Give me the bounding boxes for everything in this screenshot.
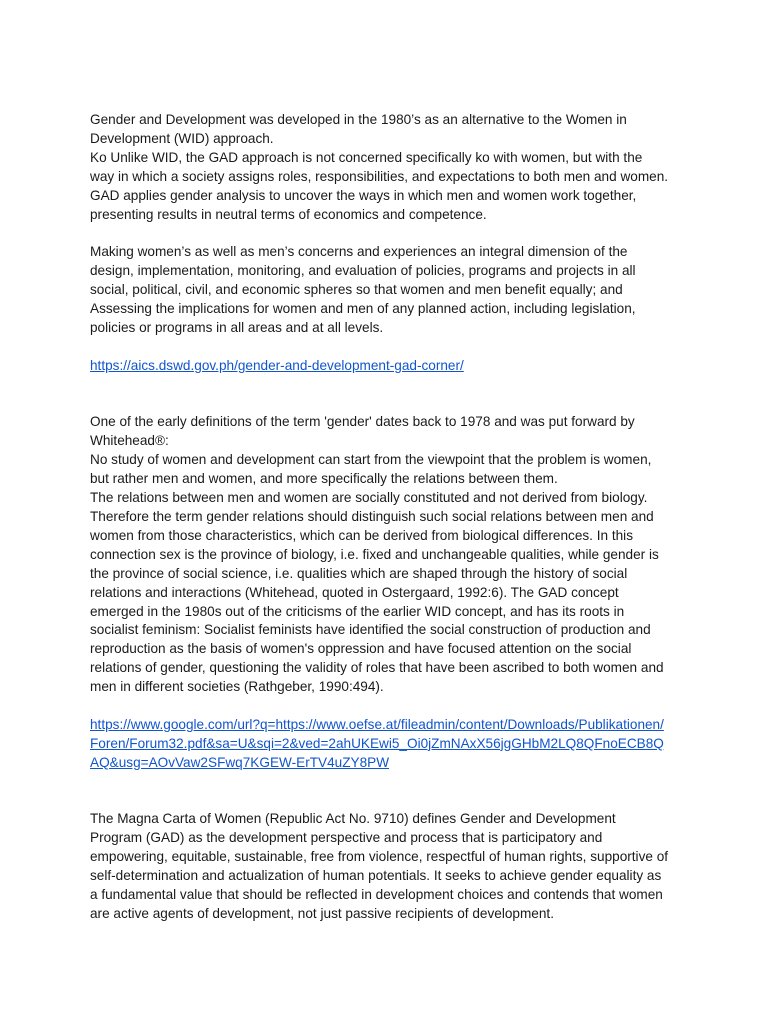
text-line: self-determination and actualization of human potentials. It seeks to achieve gender equality as	[90, 868, 662, 884]
paragraph-gender-mainstreaming	[90, 243, 688, 338]
paragraph-magna-carta	[90, 810, 688, 923]
text-line: men in different societies (Rathgeber, 1990:494).	[90, 679, 384, 695]
text-line: Ko Unlike WID, the GAD approach is not concerned specifically ko with women, but with the	[90, 149, 643, 165]
text-line: No study of women and development can start from the viewpoint that the problem is women,	[90, 452, 652, 468]
text-line: emerged in the 1980s out of the criticisms of the earlier WID concept, and has its roots in	[90, 603, 625, 619]
paragraph-spacer	[90, 338, 688, 357]
text-line: One of the early definitions of the term 'gender' dates back to 1978 and was put forward by	[90, 414, 635, 430]
text-line: Therefore the term gender relations should distinguish such social relations between men and	[90, 508, 654, 524]
text-line: socialist feminism: Socialist feminists have identified the social construction of production and	[90, 622, 651, 638]
text-line: a fundamental value that should be reflected in development choices and contends that women	[90, 887, 663, 903]
text-line: reproduction as the basis of women's oppression and have focused attention on the social	[90, 641, 632, 657]
text-line: Whitehead®:	[90, 433, 169, 449]
dswd-gad-corner-link[interactable]: https://aics.dswd.gov.ph/gender-and-development-gad-corner/	[90, 357, 464, 373]
text-line: the province of social science, i.e. qualities which are shaped through the history of social	[90, 565, 628, 581]
text-line: The relations between men and women are socially constituted and not derived from biology.	[90, 490, 648, 506]
paragraph-oefse-link	[90, 716, 688, 773]
text-line: Program (GAD) as the development perspective and process that is participatory and	[90, 830, 603, 846]
text-line: are active agents of development, not just passive recipients of development.	[90, 905, 554, 921]
text-line: presenting results in neutral terms of economics and competence.	[90, 206, 487, 222]
paragraph-spacer	[90, 376, 688, 414]
text-line: social, political, civil, and economic spheres so that women and men benefit equally; and	[90, 282, 623, 298]
text-line: but rather men and women, and more specifically the relations between them.	[90, 471, 558, 487]
paragraph-spacer	[90, 697, 688, 716]
paragraph-spacer	[90, 773, 688, 811]
text-line: Development (WID) approach.	[90, 130, 274, 146]
text-line: way in which a society assigns roles, responsibilities, and expectations to both men and women.	[90, 168, 669, 184]
text-line: connection sex is the province of biology, i.e. fixed and unchangeable qualities, while gender is	[90, 546, 659, 562]
document-body	[90, 111, 688, 924]
oefse-forum-link[interactable]	[90, 716, 688, 773]
text-line: Assessing the implications for women and men of any planned action, including legislation,	[90, 301, 636, 317]
link-line: AQ&usg=AOvVaw2SFwq7KGEW-ErTV4uZY8PW	[90, 754, 390, 770]
link-line: Foren/Forum32.pdf&sa=U&sqi=2&ved=2ahUKEwi5_Oi0jZmNAxX56jgGHbM2LQ8QFnoECB8Q	[90, 735, 664, 751]
paragraph-spacer	[90, 224, 688, 243]
paragraph-gender-definition	[90, 413, 688, 697]
text-line: design, implementation, monitoring, and evaluation of policies, programs and projects in all	[90, 263, 636, 279]
text-line: empowering, equitable, sustainable, free from violence, respectful of human rights, supportive of	[90, 849, 669, 865]
paragraph-gad-intro	[90, 111, 688, 224]
text-line: The Magna Carta of Women (Republic Act No. 9710) defines Gender and Development	[90, 811, 616, 827]
text-line: women from those characteristics, which can be derived from biological differences. In this	[90, 527, 633, 543]
paragraph-dswd-link	[90, 357, 688, 376]
text-line: relations and interactions (Whitehead, quoted in Ostergaard, 1992:6). The GAD concept	[90, 584, 619, 600]
text-line: Gender and Development was developed in the 1980’s as an alternative to the Women in	[90, 112, 627, 127]
text-line: relations of gender, questioning the validity of roles that have been ascribed to both women and	[90, 660, 664, 676]
text-line: policies or programs in all areas and at all levels.	[90, 319, 384, 335]
link-line: https://www.google.com/url?q=https://www.oefse.at/fileadmin/content/Downloads/Publikationen/	[90, 716, 664, 732]
text-line: GAD applies gender analysis to uncover the ways in which men and women work together,	[90, 187, 637, 203]
text-line: Making women’s as well as men’s concerns and experiences an integral dimension of the	[90, 244, 628, 260]
